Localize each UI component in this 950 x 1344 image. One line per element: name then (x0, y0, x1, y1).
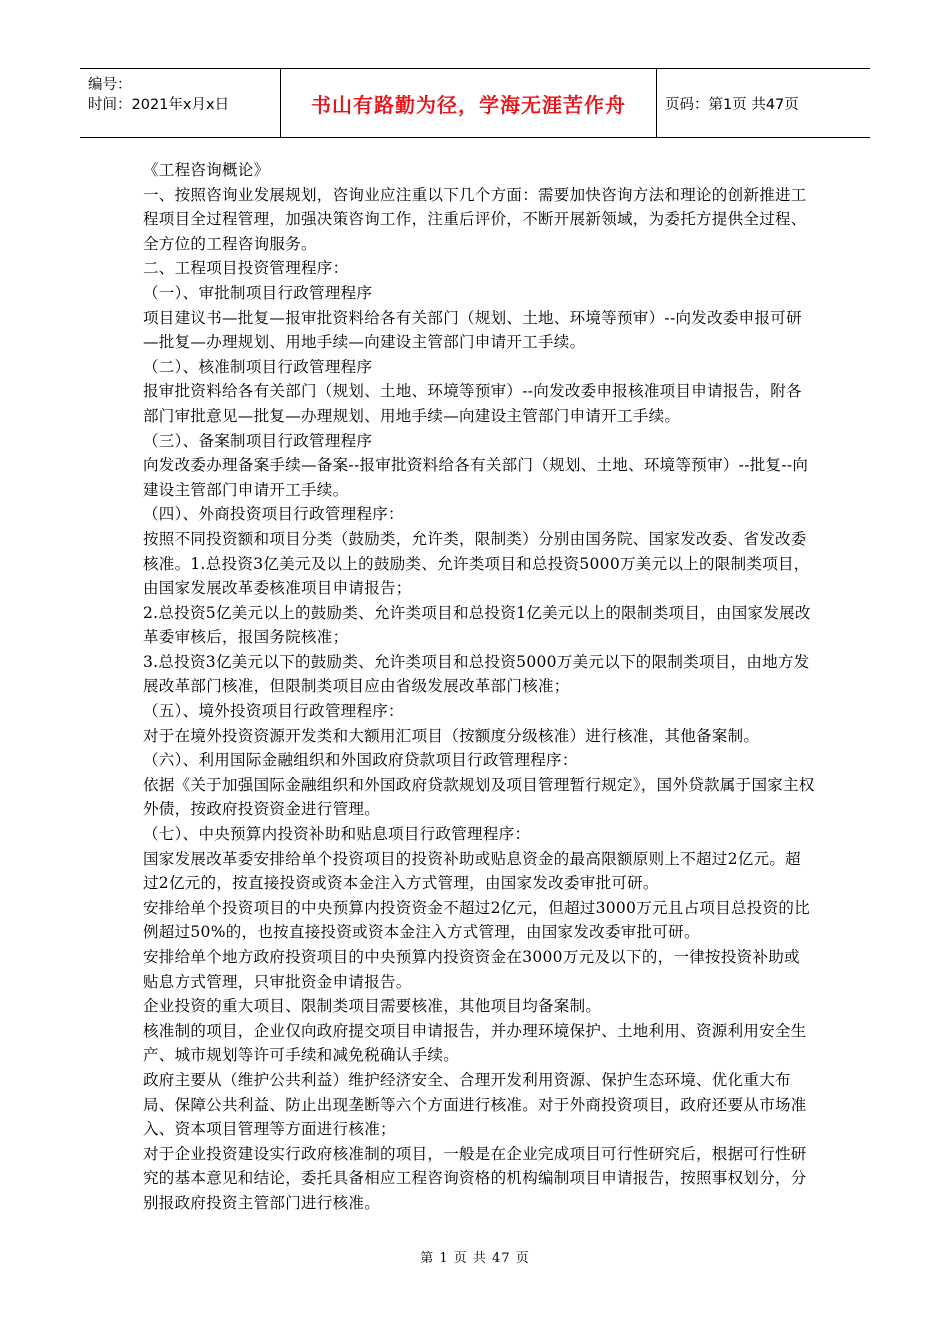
paragraph: 报审批资料给各有关部门（规划、土地、环境等预审）--向发改委申报核准项目申请报告，附各部门审批意见—批复—办理规划、用地手续—向建设主管部门申请开工手续。 (143, 382, 802, 425)
document-body (143, 158, 815, 1216)
paragraph: 二、工程项目投资管理程序： (143, 259, 349, 278)
paragraph: （三）、备案制项目行政管理程序 (143, 431, 373, 450)
paragraph: （七）、中央预算内投资补助和贴息项目行政管理程序： (143, 825, 531, 844)
page-info-text: 页码：第1页 共47页 (665, 96, 799, 113)
header-meta (80, 69, 280, 137)
paragraph: 项目建议书—批复—报审批资料给各有关部门（规划、土地、环境等预审）--向发改委申报可研—批复—办理规划、用地手续—向建设主管部门申请开工手续。 (143, 308, 802, 352)
paragraph: （四）、外商投资项目行政管理程序： (143, 505, 404, 524)
page-footer (0, 1247, 950, 1266)
page-number: 第 1 页 共 47 页 (420, 1251, 530, 1266)
paragraph: 2.总投资5亿美元以上的鼓励类、允许类项目和总投资1亿美元以上的限制类项目，由国家发展改革委审核后，报国务院核准； (143, 603, 811, 647)
paragraph: （五）、境外投资项目行政管理程序： (143, 702, 404, 721)
paragraph: 国家发展改革委安排给单个投资项目的投资补助或贴息资金的最高限额原则上不超过2亿元。超过2亿元的，按直接投资或资本金注入方式管理，由国家发改委审批可研。 (143, 849, 801, 893)
paragraph: 核准制的项目，企业仅向政府提交项目申请报告，并办理环境保护、土地利用、资源利用安全生产、城市规划等许可手续和减免税确认手续。 (143, 1021, 807, 1065)
document-code: 编号： (88, 77, 132, 93)
paragraph: （一）、审批制项目行政管理程序 (143, 283, 373, 302)
paragraph: 《工程咨询概论》 (143, 161, 270, 179)
paragraph: 按照不同投资额和项目分类（鼓励类，允许类，限制类）分别由国务院、国家发改委、省发改委核准。1.总投资3亿美元及以上的鼓励类、允许类项目和总投资5000万美元以上的限制类项目，由国家发展改革委核准项目申请报告； (143, 529, 810, 598)
header-motto (280, 69, 657, 137)
header-page-info (657, 69, 870, 137)
paragraph: 对于企业投资建设实行政府核准制的项目，一般是在企业完成项目可行性研究后，根据可行性研究的基本意见和结论，委托具备相应工程咨询资格的机构编制项目申请报告，按照事权划分，分别报政府投资主管部门进行核准。 (143, 1144, 807, 1212)
paragraph: （六）、利用国际金融组织和外国政府贷款项目行政管理程序： (143, 751, 578, 770)
paragraph: 依据《关于加强国际金融组织和外国政府贷款规划及项目管理暂行规定》，国外贷款属于国家主权外债，按政府投资资金进行管理。 (143, 775, 815, 819)
document-date: 时间：2021年x月x日 (88, 97, 230, 113)
page-header (80, 68, 870, 138)
paragraph: 3.总投资3亿美元以下的鼓励类、允许类项目和总投资5000万美元以下的限制类项目，由地方发展改革部门核准，但限制类项目应由省级发展改革部门核准； (143, 652, 810, 696)
paragraph: 安排给单个投资项目的中央预算内投资资金不超过2亿元，但超过3000万元且占项目总投资的比例超过50%的，也按直接投资或资本金注入方式管理，由国家发改委审批可研。 (143, 898, 811, 942)
paragraph: 企业投资的重大项目、限制类项目需要核准，其他项目均备案制。 (143, 997, 602, 1016)
paragraph: 一、按照咨询业发展规划，咨询业应注重以下几个方面：需要加快咨询方法和理论的创新推进工程项目全过程管理，加强决策咨询工作，注重后评价，不断开展新领域，为委托方提供全过程、全方位的工程咨询服务。 (143, 185, 807, 253)
paragraph: 安排给单个地方政府投资项目的中央预算内投资资金在3000万元及以下的，一律按投资补助或贴息方式管理，只审批资金申请报告。 (143, 948, 800, 991)
paragraph: 政府主要从（维护公共利益）维护经济安全、合理开发利用资源、保护生态环境、优化重大布局、保障公共利益、防止出现垄断等六个方面进行核准。对于外商投资项目，政府还要从市场准入、资本项目管理等方面进行核准； (143, 1070, 807, 1139)
motto-text: 书山有路勤为径，学海无涯苦作舟 (311, 92, 626, 117)
paragraph: 向发改委办理备案手续—备案--报审批资料给各有关部门（规划、土地、环境等预审）--批复--向建设主管部门申请开工手续。 (143, 456, 809, 499)
paragraph: 对于在境外投资资源开发类和大额用汇项目（按额度分级核准）进行核准，其他备案制。 (143, 726, 760, 745)
paragraph: （二）、核准制项目行政管理程序 (143, 357, 373, 376)
